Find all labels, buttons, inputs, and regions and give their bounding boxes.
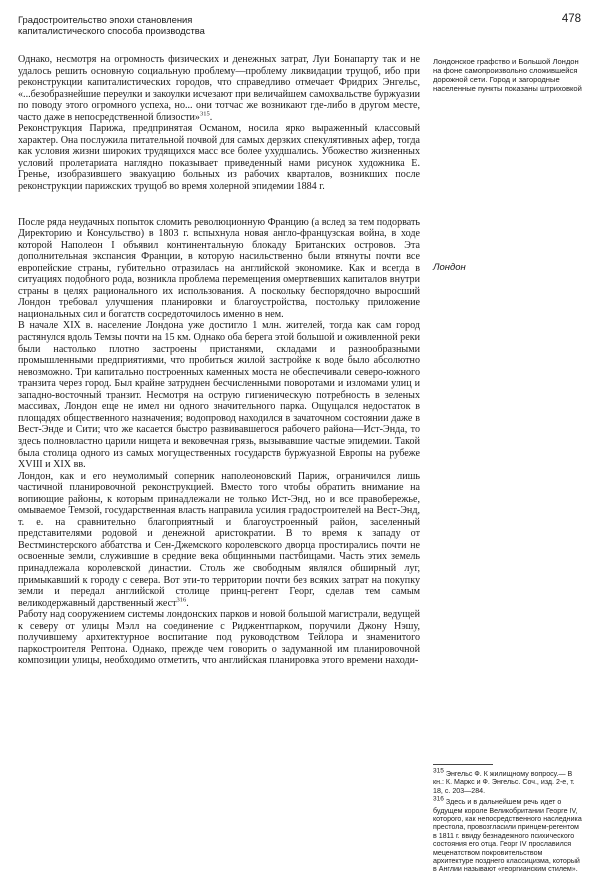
- paragraph-1: Однако, несмотря на огромность физических и денежных затрат, Луи Бонапарту так и не удалось решить основную социальную проблему—проблему ликвидации трущоб, ибо при реконструкции капиталистических городов, что справедливо отмечает Фридрих Энгельс, «...безобразнейшие переулки и закоулки исчезают при величайшем самохвальстве буржуазии по поводу этого огромного успеха, но... они тотчас же возникают где-либо в другом месте, часто даже в непосредственной близости»$^{315}$.: [18, 54, 420, 123]
- section-label: Лондон: [433, 262, 466, 273]
- footnote-ref-315: 315: [199, 110, 210, 118]
- running-head: [18, 14, 338, 36]
- footnote-315: $^{315}$ Энгельс Ф. К жилищному вопросу.— В кн.: К. Маркс и Ф. Энгельс. Соч., изд. 2-е, т. 18, с. 203—284.: [433, 767, 575, 795]
- paragraph-6: Работу над сооружением системы лондонских парков и новой большой магистрали, ведущей к северу от улицы Мэлл на соединение с Риджентпарком, поручили Джону Нэшу, получившему архитектурное воспитание под руководством Тейлора и знаменитого паркостроителя Рептона. Однако, прежде чем говорить о задуманной им планировочной композиции улицы, необходимо отметить, что английская планировка этого времени находи-: [18, 609, 420, 667]
- page-number: 478: [561, 13, 581, 25]
- footnotes: [433, 767, 583, 877]
- running-head-line-2: капиталистического способа производства: [18, 25, 205, 36]
- paragraph-2: Реконструкция Парижа, предпринятая Османом, носила ярко выраженный классовый характер. Она послужила питательной почвой для самых дерзких спекулятивных афер, тогда как условия жизни широких трудящихся масс все более ухудшались. Убожество жизненных условий пролетариата наглядно показывает приведенный нами рисунок художника Е. Гренье, изобразившего эвакуацию больных из рабочих кварталов, возникших после реконструкции парижских трущоб во время холерной эпидемии 1884 г.: [18, 123, 420, 193]
- figure-caption: Лондонское графство и Большой Лондон на фоне самопроизвольно сложившейся дорожной сети. Город и загородные населенные пункты показаны штриховкой: [433, 57, 582, 94]
- footnote-ref-316: 316: [176, 596, 187, 604]
- footnote-316: $^{316}$ Здесь и в дальнейшем речь идет о будущем короле Великобритании Георге IV, которого, как непосредственного наследника престола, провозгласили принцем-регентом в 1811 г. ввиду безнадежного психического состояния его отца. Георг IV прославился меценатством покровительством архитектуре позднего классицизма, который в Англии называют «георгианским стилем».: [433, 795, 582, 874]
- paragraph-5: Лондон, как и его неумолимый соперник наполеоновский Париж, ограничился лишь частичной планировочной реконструкцией. Вместо того чтобы обратить внимание на вопиющие районы, к которым принадлежали не только Ист-Энд, но и все правобережье, омываемое Темзой, государственная власть направила усилия градостроителей на Вест-Энд, т. е. на сравнительно благоприятный и благоустроенный район, заселенный представителями родовой и денежной аристократии. В то время к западу от Вестминстерского аббатства и Сен-Джемского королевского дворца простирались почти не освоенные земли, служившие в средние века общинными пастбищами. Часть этих земель принадлежала королевской династии. Столь же свободным являлся обширный луг, примыкавший к городу с севера. Вот эти-то территории почти без всяких затрат на покупку земли и передал английской столице принц-регент Георг, сделав тем самым великодержавный дарственный жест$^{316}$.: [18, 470, 420, 609]
- paragraph-3: После ряда неудачных попыток сломить революционную Францию (а вслед за тем подорвать Директорию и Консульство) в 1803 г. вспыхнула новая англо-французская война, в ходе которой Наполеон I объявил континентальную блокаду Британских островов. Эта дополнительная экспансия Франции, в которую насильственно были втянуты почти все европейские страны, губительно отразилась на английской экономике. Как и всегда в ситуациях подобного рода, возникла проблема перемещения омертвевших капиталов внутри страны в целях рационального их использования. А поскольку беспорядочно выросший Лондон требовал улучшения планировки и благоустройства, постольку приложение национальных сил и богатств сосредоточилось именно в нем.: [18, 216, 420, 320]
- paragraph-4: В начале XIX в. население Лондона уже достигло 1 млн. жителей, тогда как сам город растянулся вдоль Темзы почти на 15 км. Однако оба берега этой большой и оживленной реки были настолько плотно застроены пристанями, складами и разнообразными промышленными предприятиями, что пробиться жилой застройке к воде было абсолютно невозможно. Три капитально построенных каменных моста не обеспечивали северо-южного транзита через город. Был крайне затруднен бесчисленными поворотами и изломами улиц и западно-восточный транзит. Несмотря на острую гигиеническую потребность в зеленых массивах, Лондон еще не имел ни одного значительного парка. Ощущался недостаток в площадях общественного назначения; водопровод находился в зачаточном состоянии даже в Вест-Энде и Сити; что же касается быстро развивавшегося рабочего района—Ист-Энда, то здесь полновластно царили нищета и вековечная грязь, вызывавшие частые эпидемии. Такой была столица одного из самых могущественных государств буржуазной Европы на рубеже XVIII и XIX вв.: [18, 320, 420, 471]
- running-head-line-1: Градостроительство эпохи становления: [18, 14, 193, 25]
- main-text-column: [18, 54, 420, 667]
- footnote-divider: [433, 764, 493, 765]
